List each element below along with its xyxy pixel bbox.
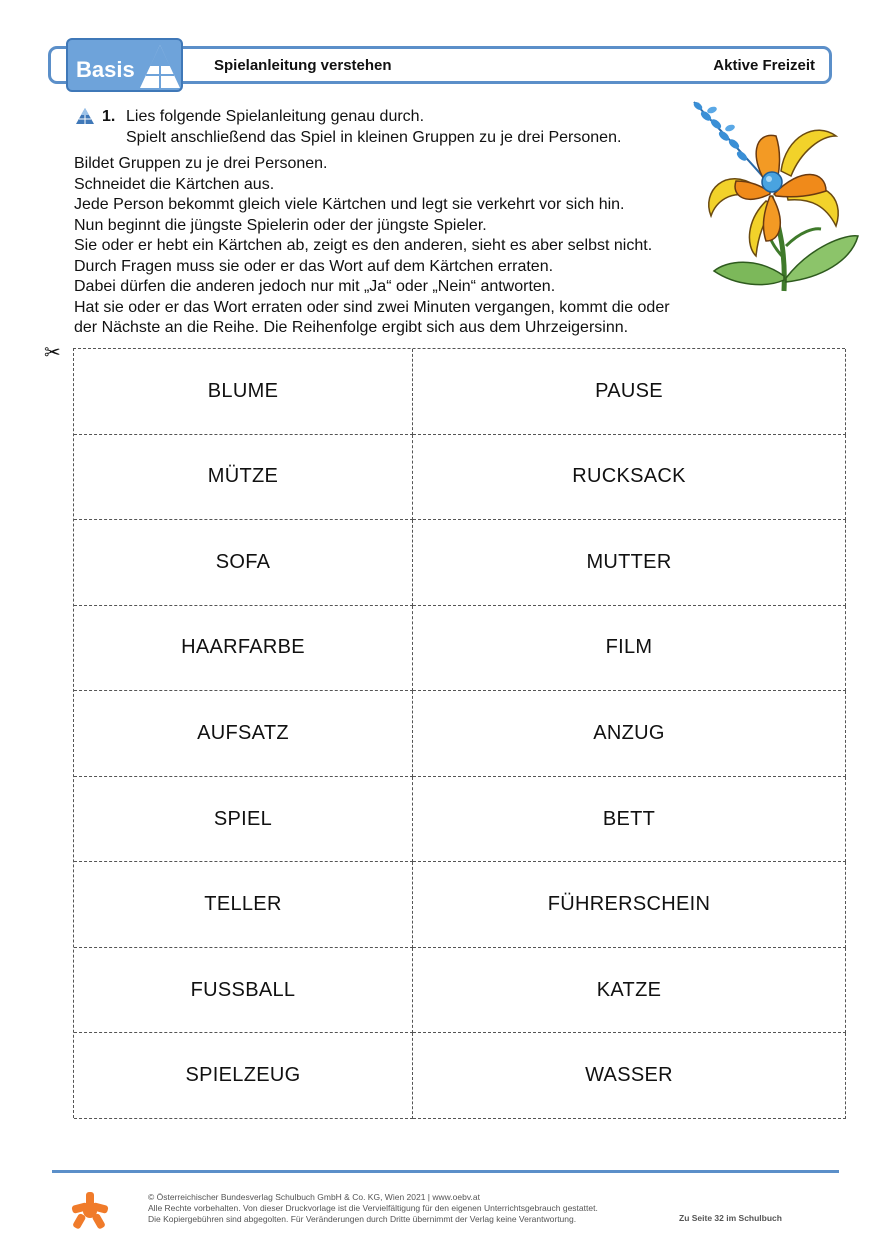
instruction-line: Nun beginnt die jüngste Spielerin oder der jüngste Spieler. (74, 216, 487, 234)
copyright-line: Alle Rechte vorbehalten. Von dieser Druckvorlage ist die Vervielfältigung für den eigenen Unterrichtsgebrauch gestattet. (148, 1203, 598, 1213)
word-card: FÜHRERSCHEIN (413, 862, 846, 948)
word-card: SOFA (74, 520, 413, 606)
page-reference: Zu Seite 32 im Schulbuch (679, 1213, 782, 1223)
word-cards (73, 348, 845, 1118)
word-card: FILM (413, 606, 846, 692)
word-card: KATZE (413, 948, 846, 1034)
footer-divider (52, 1170, 839, 1173)
instruction-line: Bildet Gruppen zu je drei Personen. (74, 155, 328, 172)
instruction-line: Dabei dürfen die anderen jedoch nur mit „Ja“ oder „Nein“ antworten. (74, 278, 556, 295)
word-card: SPIEL (74, 777, 413, 863)
level-pyramid-icon (75, 107, 95, 125)
word-card: RUCKSACK (413, 435, 846, 521)
word-card: PAUSE (413, 349, 846, 435)
word-card: ANZUG (413, 691, 846, 777)
word-card: MÜTZE (74, 435, 413, 521)
instruction-line: Schneidet die Kärtchen aus. (74, 175, 275, 193)
scissors-icon: ✂ (44, 342, 61, 364)
task-instruction: Spielt anschließend das Spiel in kleinen Gruppen zu je drei Personen. (126, 129, 622, 146)
word-card: BETT (413, 777, 846, 863)
word-card: BLUME (74, 349, 413, 435)
word-card: MUTTER (413, 520, 846, 606)
level-badge-label: Basis (76, 57, 135, 82)
worksheet-topic: Aktive Freizeit (713, 57, 815, 74)
copyright-line: © Österreichischer Bundesverlag Schulbuch GmbH & Co. KG, Wien 2021 | www.oebv.at (148, 1192, 480, 1202)
level-pyramid-icon (138, 42, 182, 90)
publisher-logo-icon (70, 1190, 110, 1230)
instruction-line: der Nächste an die Reihe. Die Reihenfolge ergibt sich aus dem Uhrzeigersinn. (74, 319, 629, 336)
word-card: WASSER (413, 1033, 846, 1119)
word-card: FUSSBALL (74, 948, 413, 1034)
instruction-line: Sie oder er hebt ein Kärtchen ab, zeigt es den anderen, sieht es aber selbst nicht. (74, 237, 653, 254)
copyright-notice (148, 1192, 598, 1225)
instruction-line: Durch Fragen muss sie oder er das Wort auf dem Kärtchen erraten. (74, 257, 554, 275)
instruction-line: Jede Person bekommt gleich viele Kärtchen und legt sie verkehrt vor sich hin. (74, 196, 625, 213)
task-instruction: Lies folgende Spielanleitung genau durch. (126, 108, 425, 125)
copyright-line: Die Kopiergebühren sind abgegolten. Für Veränderungen durch Dritte übernimmt der Verlag keine Verantwortung. (148, 1214, 577, 1224)
flower-illustration (686, 96, 861, 296)
task-number: 1. (102, 108, 116, 125)
word-card: AUFSATZ (74, 691, 413, 777)
word-card: SPIELZEUG (74, 1033, 413, 1119)
instruction-line: Hat sie oder er das Wort erraten oder sind zwei Minuten vergangen, kommt die oder (74, 298, 670, 316)
word-card: TELLER (74, 862, 413, 948)
level-badge (66, 38, 183, 92)
game-instructions (74, 154, 774, 339)
worksheet-title: Spielanleitung verstehen (214, 57, 392, 74)
word-card: HAARFARBE (74, 606, 413, 692)
